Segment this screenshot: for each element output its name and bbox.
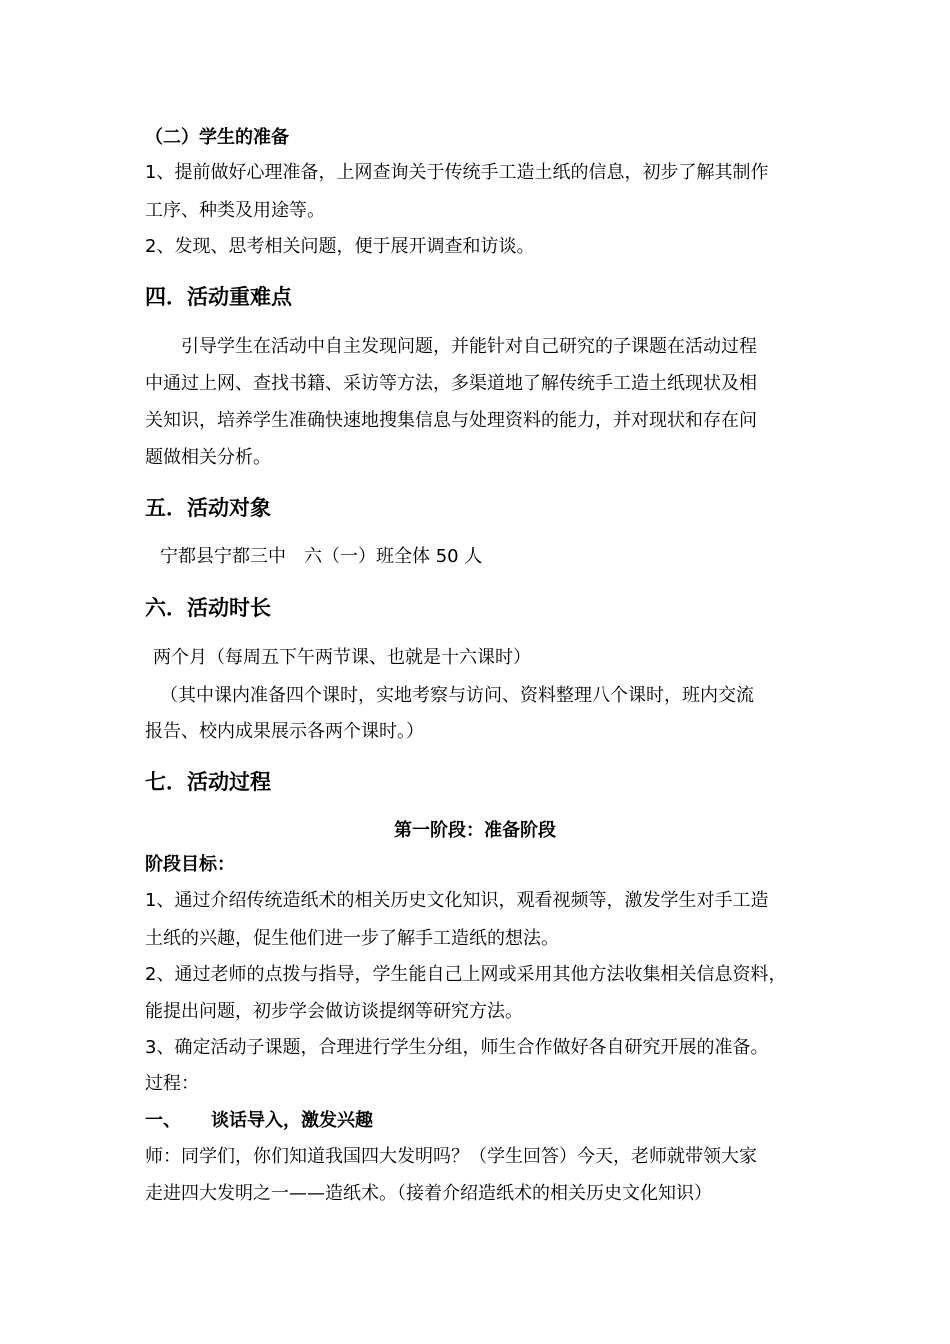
prep-line-1a: 1、提前做好心理准备，上网查询关于传统手工造土纸的信息，初步了解其制作: [145, 162, 769, 183]
sec6-line-2: （其中课内准备四个课时，实地考察与访问、资料整理八个课时，班内交流: [160, 685, 754, 706]
stage-title: 第一阶段：准备阶段: [394, 820, 556, 841]
goal-1-line-a: 1、通过介绍传统造纸术的相关历史文化知识，观看视频等，激发学生对手工造: [145, 890, 769, 911]
goal-3: 3、确定活动子课题，合理进行学生分组，师生合作做好各自研究开展的准备。: [145, 1037, 769, 1058]
section-4-heading: 四．活动重难点: [145, 285, 292, 309]
sec4-para-line-3: 关知识，培养学生准确快速地搜集信息与处理资料的能力，并对现状和存在问: [145, 410, 757, 431]
step-1-title: 谈话导入，激发兴趣: [211, 1110, 373, 1131]
prep-line-2: 2、发现、思考相关问题，便于展开调查和访谈。: [145, 236, 535, 257]
sec6-line-1: 两个月（每周五下午两节课、也就是十六课时）: [153, 647, 531, 668]
goal-label: 阶段目标：: [145, 854, 235, 875]
student-prep-heading: （二）学生的准备: [145, 127, 289, 148]
teacher-line-1: 师：同学们，你们知道我国四大发明吗？（学生回答）今天，老师就带领大家: [145, 1146, 757, 1167]
goal-2-line-b: 能提出问题，初步学会做访谈提纲等研究方法。: [145, 1001, 523, 1022]
goal-2-line-a: 2、通过老师的点拨与指导，学生能自己上网或采用其他方法收集相关信息资料，: [145, 964, 787, 985]
prep-line-1b: 工序、种类及用途等。: [145, 200, 325, 221]
sec6-line-3: 报告、校内成果展示各两个课时。）: [145, 721, 424, 742]
step-1-number: 一、: [145, 1110, 181, 1131]
section-7-heading: 七．活动过程: [145, 770, 271, 794]
section-5-heading: 五．活动对象: [145, 496, 271, 520]
sec4-para-line-2: 中通过上网、查找书籍、采访等方法，多渠道地了解传统手工造土纸现状及相: [145, 373, 757, 394]
process-label: 过程：: [145, 1073, 199, 1094]
section-6-heading: 六．活动时长: [145, 596, 271, 620]
goal-1-line-b: 土纸的兴趣，促生他们进一步了解手工造纸的想法。: [145, 928, 559, 949]
teacher-line-2: 走进四大发明之一——造纸术。（接着介绍造纸术的相关历史文化知识）: [145, 1183, 712, 1204]
sec5-target-text: 宁都县宁都三中 六（一）班全体 50 人: [160, 546, 483, 567]
sec4-para-line-1: 引导学生在活动中自主发现问题，并能针对自己研究的子课题在活动过程: [181, 336, 757, 357]
sec4-para-line-4: 题做相关分析。: [145, 447, 271, 468]
